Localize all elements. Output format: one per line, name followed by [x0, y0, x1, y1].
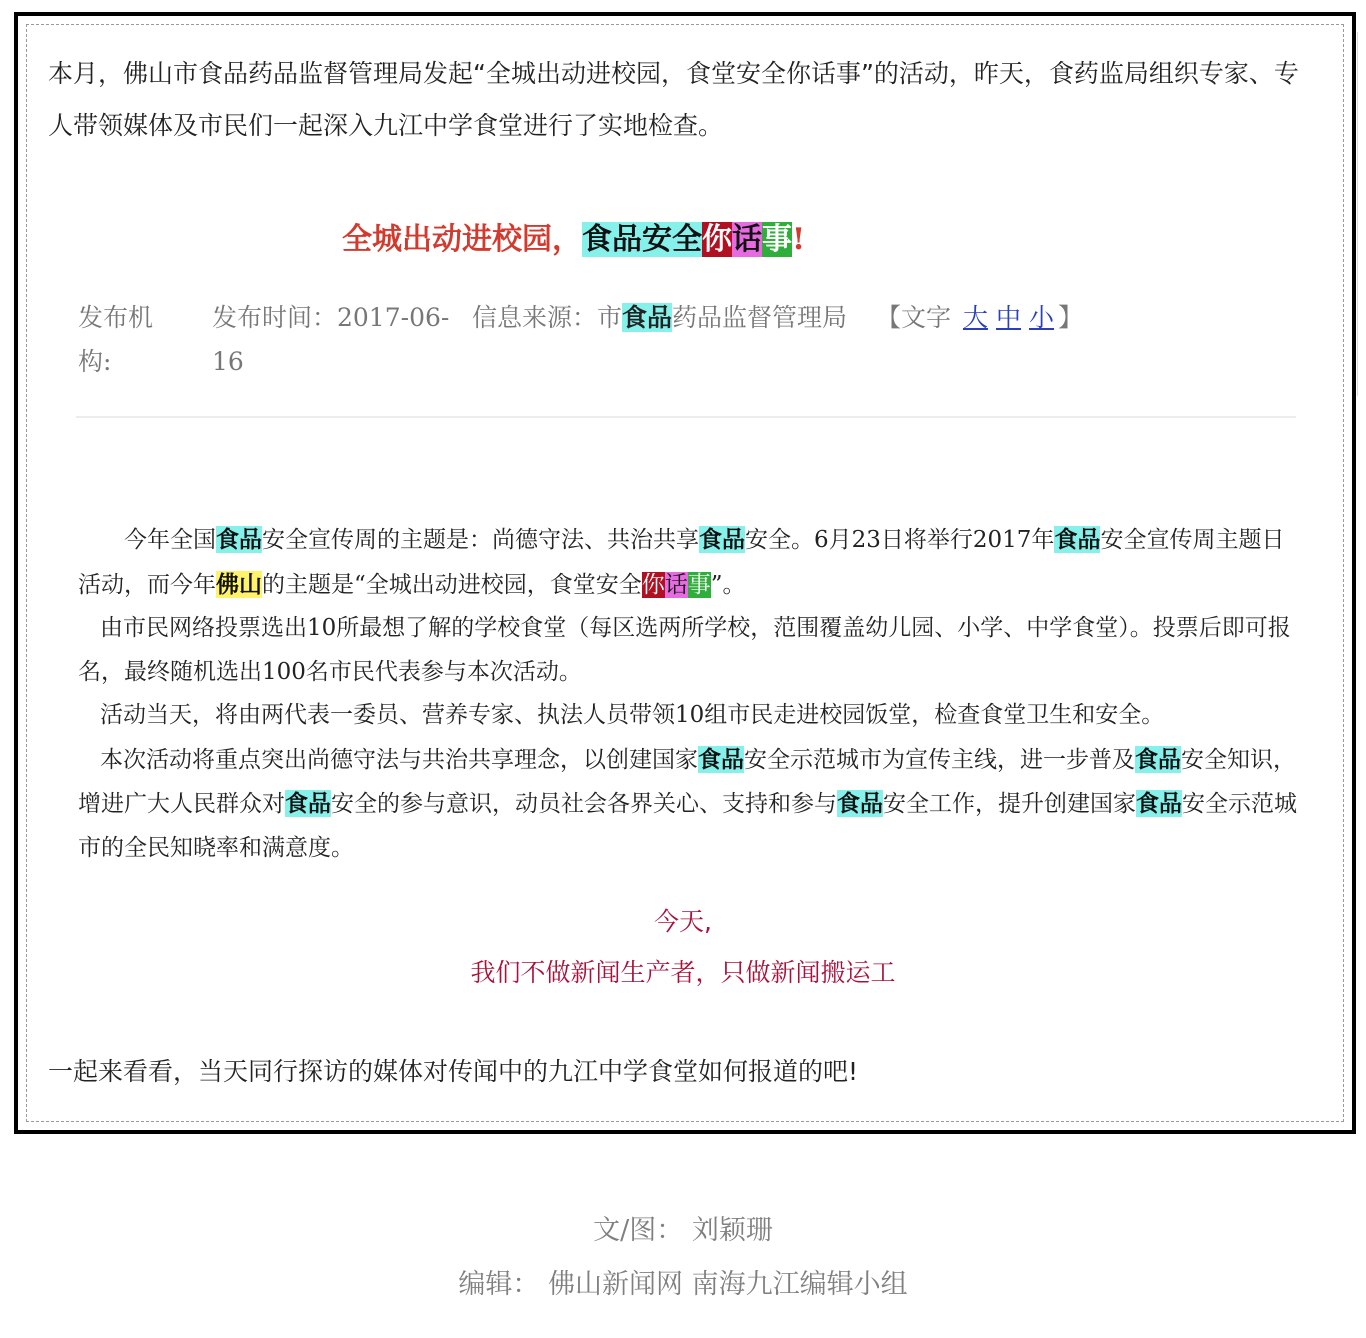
clip-title-exclaim: ! [792, 222, 806, 257]
slogan-line-1: 今天, [654, 907, 712, 936]
credit-editor: 编辑： 佛山新闻网 南海九江编辑小组 [458, 1269, 908, 1300]
credit-author: 文/图： 刘颖珊 [593, 1215, 773, 1246]
clip-title-highlight: 事 [762, 222, 792, 257]
font-size-small-link[interactable]: 小 [1029, 303, 1055, 332]
clip-title [342, 214, 805, 258]
keyword-highlight: 话 [664, 571, 688, 598]
clip-title-highlight: 话 [732, 222, 762, 257]
keyword-highlight: 食品 [285, 790, 331, 817]
clip-title-highlight: 食品安全 [582, 222, 702, 257]
font-size-label: 【文字 [876, 303, 952, 332]
keyword-highlight: 食品 [216, 526, 262, 553]
text-run: 安全的参与意识，动员社会各界关心、支持和参与 [331, 791, 837, 817]
text-run: 安全知识，增进广大人民群众对 [78, 746, 1296, 817]
keyword-highlight: 佛山 [216, 570, 262, 598]
keyword-highlight: 食品 [699, 526, 745, 553]
publish-time: 发布时间：2017-06-16 [212, 303, 450, 376]
adjacent-panel-edge [1357, 32, 1366, 396]
text-run: 安全宣传周的主题是：尚德守法、共治共享 [262, 527, 699, 553]
text-run: ”。 [710, 571, 746, 598]
keyword-highlight: 食品 [1135, 745, 1181, 773]
text-run: 安全宣传周主题日活动，而今年 [78, 527, 1285, 598]
slogan-line-2: 我们不做新闻生产者，只做新闻搬运工 [470, 958, 896, 987]
font-size-large-link[interactable]: 大 [962, 303, 988, 332]
news-screenshot-image [42, 178, 1318, 890]
keyword-highlight: 食品 [837, 790, 883, 817]
clip-title-part1: 全城出动进校园， [342, 222, 582, 257]
clip-title-highlight: 你 [702, 222, 732, 257]
keyword-highlight: 食品 [1136, 790, 1182, 817]
clip-paragraph-4 [78, 738, 1298, 871]
info-source [472, 296, 872, 340]
keyword-highlight: 你 [641, 571, 665, 598]
keyword-highlight: 事 [687, 571, 711, 598]
text-run: 今年全国 [124, 527, 216, 553]
keyword-highlight: 食品 [1054, 526, 1101, 553]
text-run: 安全工作，提升创建国家 [883, 791, 1136, 817]
info-source-agency: 药品监督管理局 [672, 303, 848, 332]
keyword-highlight: 食品 [698, 745, 744, 773]
clip-paragraph-3: 活动当天，将由两代表一委员、营养专家、执法人员带领10组市民走进校园饭堂，检查食堂卫生和安全。 [100, 702, 1165, 728]
text-run: 安全示范城市的全民知晓率和满意度。 [78, 791, 1297, 861]
font-size-bracket: 】 [1058, 303, 1084, 332]
keyword-highlight: 食品 [622, 303, 673, 332]
outro-paragraph: 一起来看看，当天同行探访的媒体对传闻中的九江中学食堂如何报道的吧! [48, 1057, 859, 1086]
clip-paragraph-2: 由市民网络投票选出10所最想了解的学校食堂（每区选两所学校，范围覆盖幼儿园、小学、中学食堂）。投票后即可报名，最终随机选出100名市民代表参与本次活动。 [78, 615, 1291, 685]
font-size-controls [876, 296, 1096, 340]
text-run: 的主题是“全城出动进校园，食堂安全 [262, 571, 642, 598]
divider [76, 416, 1296, 418]
intro-paragraph: 本月，佛山市食品药品监督管理局发起“全城出动进校园，食堂安全你话事”的活动，昨天，食药监局组织专家、专人带领媒体及市民们一起深入九江中学食堂进行了实地检查。 [48, 59, 1299, 140]
text-run: 安全示范城市为宣传主线，进一步普及 [744, 746, 1135, 773]
clip-paragraph-1 [78, 518, 1298, 607]
text-run: 本次活动将重点突出尚德守法与共治共享理念，以创建国家 [100, 746, 698, 773]
text-run: 安全。6月23日将举行2017年 [745, 527, 1055, 553]
publisher-label: 发布机构: [78, 303, 154, 376]
clip-body [78, 518, 1298, 870]
info-source-label: 信息来源：市 [472, 303, 623, 332]
font-size-medium-link[interactable]: 中 [995, 303, 1021, 332]
